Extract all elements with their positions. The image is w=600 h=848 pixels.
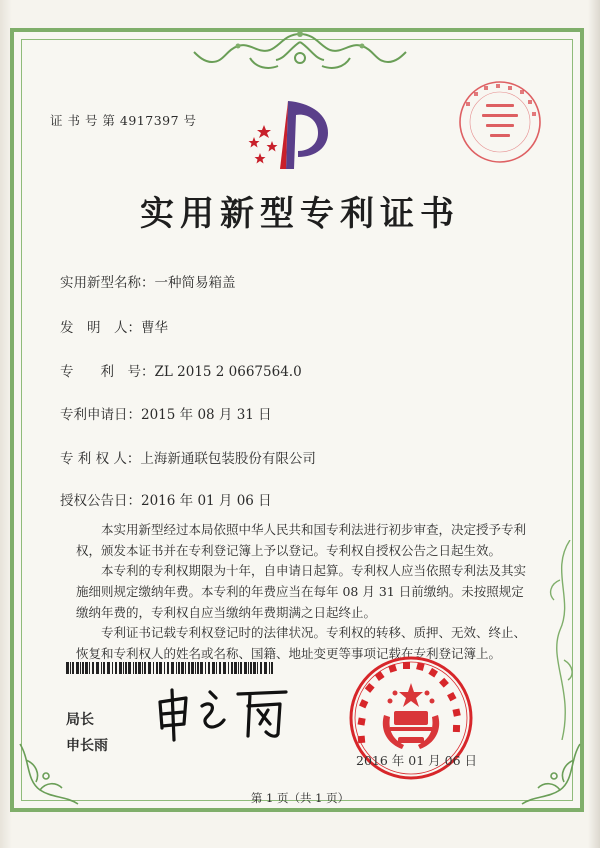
field-application-date — [60, 403, 272, 423]
seal-date: 2016 年 01 月 06 日 — [356, 753, 477, 768]
field-label: 实用新型名称： — [60, 275, 155, 291]
field-label: 发 明 人： — [60, 320, 141, 336]
field-grant-date — [60, 489, 272, 509]
certificate-body — [76, 520, 536, 664]
field-label: 专 利 号： — [60, 364, 155, 380]
barcode — [66, 662, 276, 674]
field-value: ZL 2015 2 0667564.0 — [154, 364, 302, 380]
top-ornament — [190, 28, 410, 80]
right-side-ornament — [540, 540, 580, 740]
body-paragraph-1: 本实用新型经过本局依照中华人民共和国专利法进行初步审查，决定授予专利权，颁发本证书并在专利登记簿上予以登记。专利权自授权公告之日起生效。 — [76, 522, 527, 558]
patent-office-logo — [236, 95, 336, 171]
certificate-number: 证 书 号 第 4917397 号 — [50, 113, 197, 128]
field-utility-model-name — [60, 271, 236, 291]
field-label: 专利申请日： — [60, 407, 141, 423]
field-label: 授权公告日： — [60, 493, 141, 509]
certificate-title: 实用新型专利证书 — [140, 194, 460, 234]
signatory-name: 申长雨 — [66, 738, 108, 754]
field-patent-number — [60, 360, 302, 380]
page-indicator: 第 1 页（共 1 页） — [250, 791, 350, 805]
agency-stamp — [450, 72, 550, 172]
field-value: 2016 年 01 月 06 日 — [141, 493, 272, 509]
body-paragraph-3: 专利证书记载专利权登记时的法律状况。专利权的转移、质押、无效、终止、恢复和专利权人的姓名或名称、国籍、地址变更等事项记载在专利登记簿上。 — [76, 625, 527, 661]
field-value: 上海新通联包装股份有限公司 — [140, 451, 316, 467]
field-patentee — [60, 447, 316, 467]
field-label: 专 利 权 人： — [60, 451, 141, 467]
body-paragraph-2: 本专利的专利权期限为十年，自申请日起算。专利权人应当依照专利法及其实施细则规定缴纳年费。本专利的年费应当在每年 08 月 31 日前缴纳。未按照规定缴纳年费的，专利权自应当缴纳年费期满之日起终止。 — [76, 563, 527, 620]
field-value: 一种简易箱盖 — [154, 275, 236, 291]
field-inventor — [60, 316, 168, 336]
field-value: 2015 年 08 月 31 日 — [141, 407, 272, 423]
handwritten-signature — [150, 684, 300, 744]
field-value: 曹华 — [141, 320, 168, 336]
signatory-role: 局长 — [66, 712, 94, 728]
